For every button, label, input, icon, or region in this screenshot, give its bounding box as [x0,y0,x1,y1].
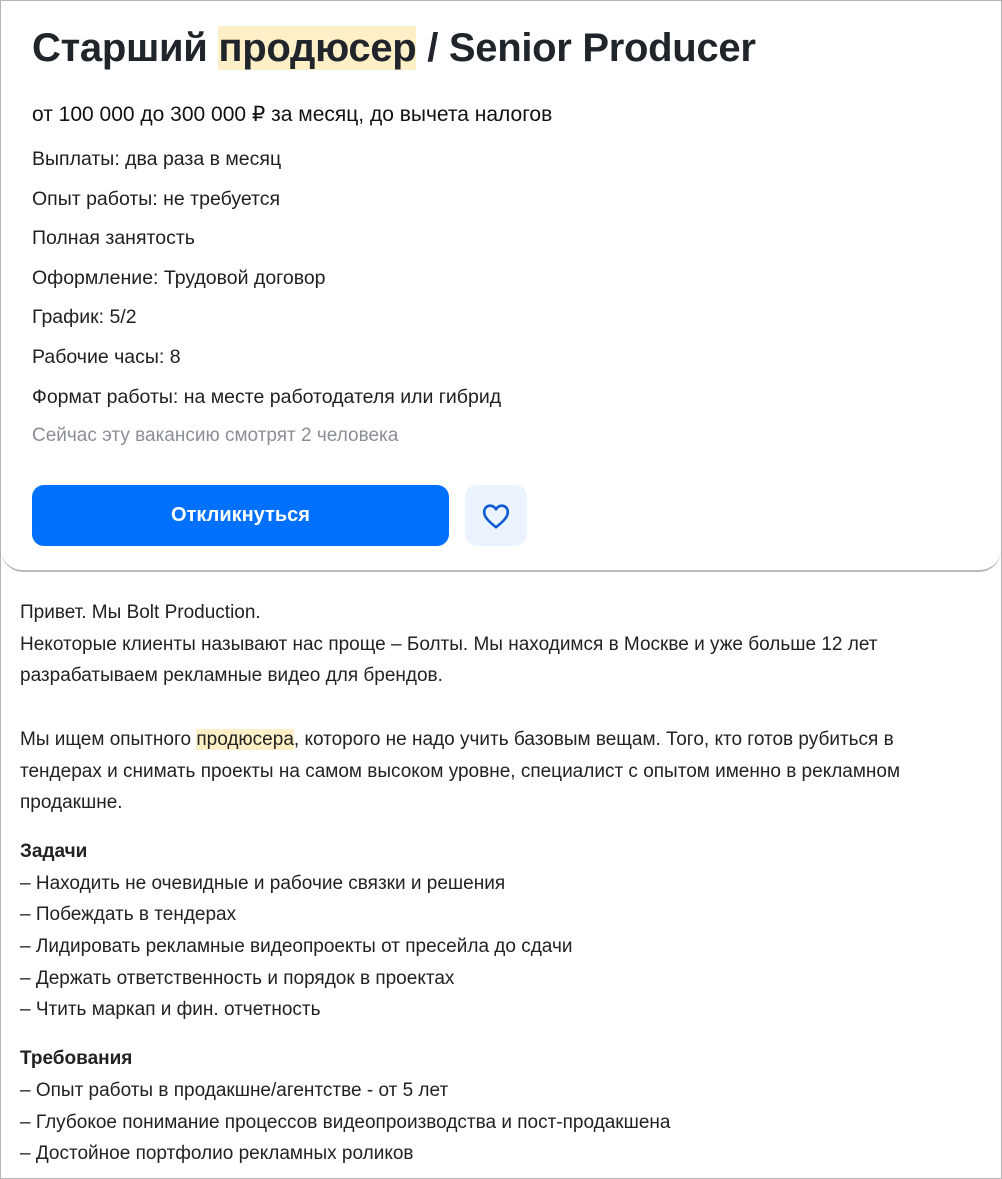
detail-payments: Выплаты: два раза в месяц [32,148,282,170]
detail-employment: Полная занятость [32,227,195,250]
title-text: / Senior Producer [416,26,756,70]
vacancy-details [32,148,501,425]
list-item: – Держать ответственность и порядок в проектах [20,967,455,989]
list-item: – Опыт работы в продакшне/агентстве - от 5 лет [20,1079,449,1101]
text: Мы ищем опытного [20,728,197,750]
list-item: – Глубокое понимание процессов видеопроизводства и пост-продакшена [20,1111,671,1133]
text: , которого не надо учить базовым вещам. Того, кто готов рубиться в тендерах и снимать проекты на самом высоком уровне, специалист с опытом именно в рекламном продакшне. [20,728,901,814]
detail-experience: Опыт работы: не требуется [32,187,281,210]
keyword-highlight: продюсера [196,728,294,750]
intro-line: Привет. Мы Bolt Production. [20,602,261,623]
list-item: – Побеждать в тендерах [20,904,237,926]
vacancy-header-card [1,1,1001,572]
list-item: – Достойное портфолио рекламных роликов [20,1143,414,1165]
tasks-heading: Задачи [20,840,88,862]
page-title [32,26,756,71]
salary: от 100 000 до 300 000 ₽ за месяц, до вычета налогов [32,103,553,126]
list-item: – Находить не очевидные и рабочие связки и решения [20,872,506,894]
intro-line: Некоторые клиенты называют нас проще – Болты. Мы находимся в Москве и уже больше 12 лет разрабатываем рекламные видео для брендов. [20,633,878,687]
detail-format: Формат работы: на месте работодателя или гибрид [32,385,502,408]
apply-button[interactable]: Откликнуться [32,485,449,546]
detail-hours: Рабочие часы: 8 [32,345,181,368]
list-item: – Лидировать рекламные видеопроекты от пресейла до сдачи [20,936,573,958]
list-item: – Чтить маркап и фин. отчетность [20,999,321,1021]
viewers-count: Сейчас эту вакансию смотрят 2 человека [32,425,399,446]
description-paragraph [20,724,980,819]
vacancy-description [20,597,980,1170]
title-text: Старший [32,26,219,70]
detail-schedule: График: 5/2 [32,306,137,329]
favorite-button[interactable] [465,485,527,546]
title-highlight: продюсер [218,26,417,70]
requirements-heading: Требования [20,1048,133,1070]
heart-icon [481,503,511,529]
detail-contract: Оформление: Трудовой договор [32,266,326,289]
